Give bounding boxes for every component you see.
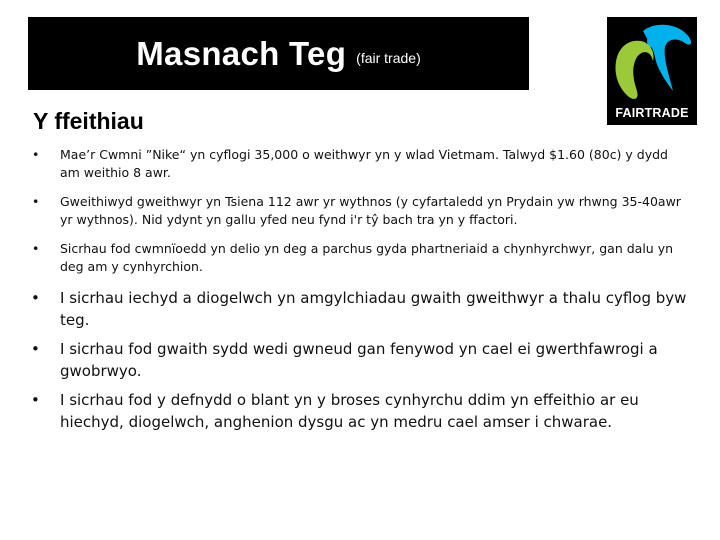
fairtrade-logo (607, 17, 697, 125)
list-item-text: I sicrhau fod gwaith sydd wedi gwneud gan fenywod yn cael ei gwerthfawrogi a gwobrwyo. (60, 340, 658, 380)
logo-text: FAIRTRADE (615, 106, 689, 120)
list-item-text: Sicrhau fod cwmnïoedd yn delio yn deg a parchus gyda phartneriaid a chynhyrchwyr, gan dalu yn deg am y cynhyrchion. (60, 241, 674, 274)
list-item-text: I sicrhau iechyd a diogelwch yn amgylchiadau gwaith gweithwyr a thalu cyflog byw teg. (60, 289, 687, 329)
list-item (0, 146, 720, 182)
list-item-text: I sicrhau fod y defnydd o blant yn y broses cynhyrchu ddim yn effeithio ar eu hiechyd, diogelwch, anghenion dysgu ac yn medru cael amser i chwarae. (60, 391, 639, 431)
list-item-text: Gweithiwyd gweithwyr yn Tsiena 112 awr yr wythnos (y cyfartaledd yn Prydain yw rhwng 35-40awr yr wythnos). Nid ydynt yn gallu yfed neu fynd i'r tŷ bach tra yn y ffactori. (60, 194, 681, 227)
list-item-text: Mae’r Cwmni ”Nike“ yn cyflogi 35,000 o weithwyr yn y wlad Vietmam. Talwyd $1.60 (80c) y dydd am weithio 8 awr. (60, 147, 668, 180)
title-banner (28, 17, 529, 90)
fairtrade-mark-icon (607, 17, 697, 107)
bullet-dot: • (32, 194, 40, 209)
bullet-dot: • (31, 391, 40, 409)
list-item (0, 287, 720, 331)
slide-title: Masnach Teg (136, 34, 347, 72)
list-item (0, 338, 720, 382)
slide-title-sub: (fair trade) (356, 49, 421, 66)
bullet-dot: • (32, 147, 40, 162)
list-item (0, 240, 720, 276)
bullet-dot: • (31, 340, 40, 358)
bullet-dot: • (32, 241, 40, 256)
section-heading: Y ffeithiau (33, 108, 144, 134)
logo-green-swoosh (616, 41, 654, 99)
list-item (0, 389, 720, 433)
logo-blue-swoosh (643, 25, 691, 91)
list-item (0, 193, 720, 229)
bullet-dot: • (31, 289, 40, 307)
bullet-list (0, 146, 720, 440)
